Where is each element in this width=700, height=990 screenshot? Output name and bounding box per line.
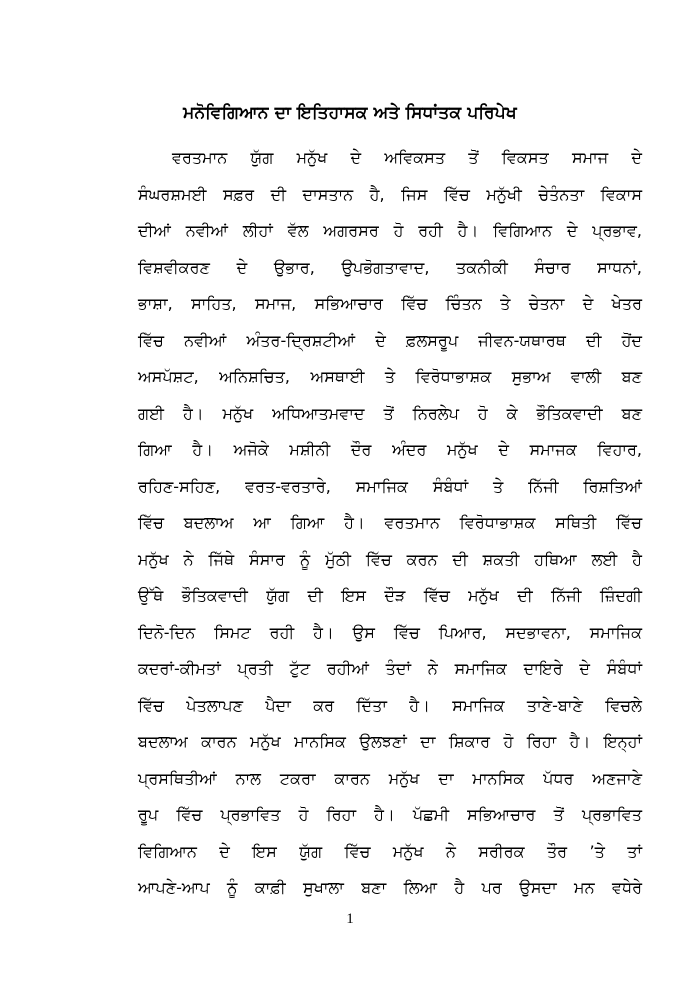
text-line: ਅਸਪੱਸ਼ਟ, ਅਨਿਸ਼ਚਿਤ, ਅਸਥਾਈ ਤੇ ਵਿਰੋਧਾਭਾਸ਼ਕ ਸੁਭਾਅ ਵਾਲੀ ਬਣ: [138, 367, 642, 386]
text-line: ਸੰਘਰਸ਼ਮਈ ਸਫ਼ਰ ਦੀ ਦਾਸਤਾਨ ਹੈ, ਜਿਸ ਵਿੱਚ ਮਨੁੱਖੀ ਚੇਤੰਨਤਾ ਵਿਕਾਸ: [138, 184, 642, 204]
text-line: ਵਿੱਚ ਪੇਤਲਾਪਣ ਪੈਦਾ ਕਰ ਦਿੱਤਾ ਹੈ। ਸਮਾਜਿਕ ਤਾਣੇ-ਬਾਣੇ ਵਿਚਲੇ: [138, 695, 642, 715]
text-line: ਆਪਣੇ-ਆਪ ਨੂੰ ਕਾਫ਼ੀ ਸੁਖਾਲਾ ਬਣਾ ਲਿਆ ਹੈ ਪਰ ਉਸਦਾ ਮਨ ਵਧੇਰੇ: [138, 878, 642, 897]
text-line: ਵਿੱਚ ਬਦਲਾਅ ਆ ਗਿਆ ਹੈ। ਵਰਤਮਾਨ ਵਿਰੋਧਾਭਾਸ਼ਕ ਸਥਿਤੀ ਵਿੱਚ: [138, 513, 642, 532]
text-line: ਰਹਿਣ-ਸਹਿਣ, ਵਰਤ-ਵਰਤਾਰੇ, ਸਮਾਜਿਕ ਸੰਬੰਧਾਂ ਤੇ ਨਿੱਜੀ ਰਿਸ਼ਤਿਆਂ: [138, 476, 642, 496]
text-line: ਵਿਸ਼ਵੀਕਰਣ ਦੇ ਉਭਾਰ, ਉਪਭੋਗਤਾਵਾਦ, ਤਕਨੀਕੀ ਸੰਚਾਰ ਸਾਧਨਾਂ,: [138, 257, 642, 277]
text-line: ਬਦਲਾਅ ਕਾਰਨ ਮਨੁੱਖ ਮਾਨਸਿਕ ਉਲਝਣਾਂ ਦਾ ਸ਼ਿਕਾਰ ਹੋ ਰਿਹਾ ਹੈ। ਇਨ੍ਹਾਂ: [138, 732, 642, 751]
text-line: ਉੱਥੇ ਭੌਤਿਕਵਾਦੀ ਯੁੱਗ ਦੀ ਇਸ ਦੌੜ ਵਿੱਚ ਮਨੁੱਖ ਦੀ ਨਿੱਜੀ ਜ਼ਿੰਦਗੀ: [138, 586, 642, 605]
text-line: ਮਨੁੱਖ ਨੇ ਜਿੱਥੇ ਸੰਸਾਰ ਨੂੰ ਮੁੱਠੀ ਵਿੱਚ ਕਰਨ ਦੀ ਸ਼ਕਤੀ ਹਥਿਆ ਲਈ ਹੈ: [138, 549, 642, 569]
text-line: ਕਦਰਾਂ-ਕੀਮਤਾਂ ਪ੍ਰਤੀ ਟੁੱਟ ਰਹੀਆਂ ਤੰਦਾਂ ਨੇ ਸਮਾਜਿਕ ਦਾਇਰੇ ਦੇ ਸੰਬੰਧਾਂ: [138, 659, 642, 678]
text-line: ਭਾਸ਼ਾ, ਸਾਹਿਤ, ਸਮਾਜ, ਸਭਿਆਚਾਰ ਵਿੱਚ ਚਿੰਤਨ ਤੇ ਚੇਤਨਾ ਦੇ ਖੇਤਰ: [138, 294, 642, 313]
text-line: ਰੂਪ ਵਿੱਚ ਪ੍ਰਭਾਵਿਤ ਹੋ ਰਿਹਾ ਹੈ। ਪੱਛਮੀ ਸਭਿਆਚਾਰ ਤੋਂ ਪ੍ਰਭਾਵਿਤ: [138, 805, 642, 824]
text-line: ਵਿਗਿਆਨ ਦੇ ਇਸ ਯੁੱਗ ਵਿੱਚ ਮਨੁੱਖ ਨੇ ਸਰੀਰਕ ਤੌਰ ’ਤੇ ਤਾਂ: [138, 841, 642, 861]
text-line: ਦੀਆਂ ਨਵੀਆਂ ਲੀਹਾਂ ਵੱਲ ਅਗਰਸਰ ਹੋ ਰਹੀ ਹੈ। ਵਿਗਿਆਨ ਦੇ ਪ੍ਰਭਾਵ,: [138, 221, 642, 240]
text-line: ਦਿਨੋ-ਦਿਨ ਸਿਮਟ ਰਹੀ ਹੈ। ਉਸ ਵਿੱਚ ਪਿਆਰ, ਸਦਭਾਵਨਾ, ਸਮਾਜਿਕ: [138, 622, 642, 642]
page-title: ਮਨੋਵਿਗਿਆਨ ਦਾ ਇਤਿਹਾਸਕ ਅਤੇ ਸਿਧਾਂਤਕ ਪਰਿਪੇਖ: [183, 103, 517, 123]
text-line: ਗਿਆ ਹੈ। ਅਜੋਕੇ ਮਸ਼ੀਨੀ ਦੌਰ ਅੰਦਰ ਮਨੁੱਖ ਦੇ ਸਮਾਜਕ ਵਿਹਾਰ,: [138, 440, 642, 459]
text-line: ਗਈ ਹੈ। ਮਨੁੱਖ ਅਧਿਆਤਮਵਾਦ ਤੋਂ ਨਿਰਲੇਪ ਹੋ ਕੇ ਭੌਤਿਕਵਾਦੀ ਬਣ: [138, 403, 642, 423]
text-line: ਪ੍ਰਸਥਿਤੀਆਂ ਨਾਲ ਟਕਰਾ ਕਾਰਨ ਮਨੁੱਖ ਦਾ ਮਾਨਸਿਕ ਪੱਧਰ ਅਣਜਾਣੇ: [138, 768, 642, 788]
text-line: ਵਿੱਚ ਨਵੀਆਂ ਅੰਤਰ-ਦ੍ਰਿਸ਼ਟੀਆਂ ਦੇ ਫ਼ਲਸਰੂਪ ਜੀਵਨ-ਯਥਾਰਥ ਦੀ ਹੋਂਦ: [138, 330, 642, 350]
text-line: ਵਰਤਮਾਨ ਯੁੱਗ ਮਨੁੱਖ ਦੇ ਅਵਿਕਸਤ ਤੋਂ ਵਿਕਸਤ ਸਮਾਜ ਦੇ: [172, 148, 642, 167]
page-number: 1: [346, 911, 354, 927]
